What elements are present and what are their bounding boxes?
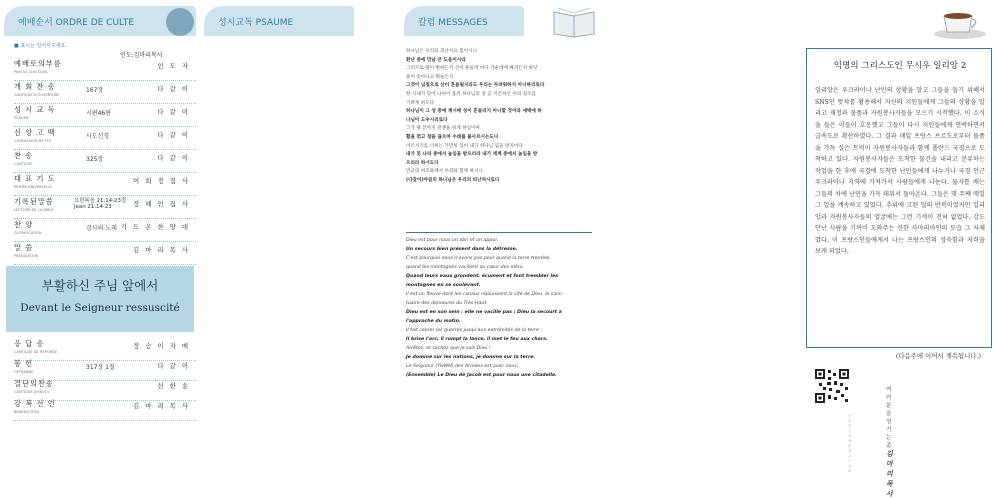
psalm-line-ko: 만군의 여호와께서 우리와 함께 하시니 — [406, 169, 483, 175]
order-item-detail: 감사의 노래 — [86, 225, 117, 232]
order-item — [14, 219, 196, 242]
order-item-french: OFFRANDE — [14, 370, 34, 374]
order-item-french: LECTURE DE LA BIBLE — [14, 208, 54, 212]
footer-text: 보다 더 공동체를 세우는 교회 — [848, 414, 852, 473]
order-header-title: 예배순서 ORDRE DE CULTE — [18, 18, 135, 28]
psalm-line-ko: 하나님이 그 성 중에 계시매 성이 흔들리지 아니할 것이라 새벽에 하 — [406, 109, 542, 115]
order-item-french: PSAUME — [14, 116, 29, 120]
order-of-worship-column — [0, 0, 200, 424]
order-item-french: PAROLE D'ACCUEIL — [14, 70, 49, 74]
message-box — [806, 48, 992, 360]
order-item-french: PRIERE UNIVERSELLE — [14, 185, 53, 189]
order-item — [14, 58, 196, 81]
psalm-line-fr: l'approche du matin. — [406, 319, 461, 324]
psalm-line-ko: 그러므로 땅이 변하든지 산이 흔들려 바다 가운데에 빠지든지 바닷 — [406, 66, 538, 72]
decorative-photo — [166, 8, 194, 36]
sermon-title-fr: Devant le Seigneur ressuscité — [20, 302, 180, 314]
order-item-detail: 167장 — [86, 87, 104, 94]
message-column — [400, 0, 985, 498]
stand-note: ■ 표시는 일어서주세요. — [14, 43, 67, 49]
psalm-line-fr: montagnes en se soulevant. — [406, 283, 481, 288]
order-item-leader: 기 드 온 찬 양 대 — [120, 223, 190, 231]
order-item-name: 기록된말씀 — [14, 197, 54, 206]
psalm-line-fr: quand les montagnes vacillent au cœur des mers, — [406, 265, 524, 270]
psalm-line-ko: 그가 땅 끝까지 전쟁을 쉬게 하심이여 — [406, 126, 480, 132]
order-item-french: BENEDICTION — [14, 410, 39, 414]
order-item-name: 개 회 찬 송 — [14, 82, 56, 91]
order-item-leader: 다 같 이 — [157, 85, 190, 93]
psalm-line-ko: 한 시내가 있어 나뉘어 흘러 하나님의 성 곧 지존하신 이의 성소를 — [406, 91, 536, 97]
order-item-detail: 시편46편 — [86, 110, 112, 117]
sermon-title-ko: 부활하신 주님 앞에서 — [41, 278, 159, 293]
order-item-leader: 다 같 이 — [157, 131, 190, 139]
order-item-french: CANTIQUE — [14, 162, 33, 166]
signature-prefix: 여러분을 섬기는 종 — [886, 387, 892, 449]
order-item-leader: 선 한 송 — [157, 382, 190, 390]
psalm-line-ko: 나님이 도우시리로다 — [406, 117, 448, 123]
psalm-line-ko: 으리라 하시도다 — [406, 160, 439, 166]
message-header — [404, 6, 524, 36]
order-item-name: 신 앙 고 백 — [14, 128, 56, 137]
order-item — [14, 104, 196, 127]
order-item — [14, 242, 196, 265]
sermon-banner — [6, 266, 194, 332]
order-item-leader: 정 해 인 집 사 — [133, 200, 190, 208]
order-item-name: 응 답 송 — [14, 339, 45, 348]
order-item-name: 찬 양 — [14, 220, 34, 229]
order-item-french: CANTIQUE D'ENVOI — [14, 390, 49, 394]
psalm-line-ko: (다같이)야곱의 하나님은 우리의 피난처시로다 — [406, 177, 500, 183]
order-item — [14, 196, 196, 219]
signature — [886, 385, 893, 499]
order-item-name: 대 표 기 도 — [14, 174, 56, 183]
order-item-name: 강 복 선 언 — [14, 399, 56, 408]
order-item-name: 결단의찬송 — [14, 379, 54, 388]
order-item-name: 예배로의부름 — [14, 59, 62, 68]
psalm-line-fr: Le Seigneur (YHWH) des Armées est avec nous, — [406, 364, 519, 369]
order-item-name: 말 씀 — [14, 243, 34, 252]
psalm-line-ko: 내가 뭇 나라 중에서 높임을 받으리라 내가 세계 중에서 높임을 받 — [406, 152, 538, 158]
message-header-title: 칼럼 MESSAGES — [418, 18, 488, 28]
psalm-line-fr: Un secours bien présent dans la détresse. — [406, 247, 518, 252]
psalm-line-fr: Il fait cesser les guerres jusqu'aux extrémités de la terre ; — [406, 328, 543, 333]
psalm-line-fr: tuaire des demeures du Très-Haut. — [406, 301, 488, 306]
order-item-leader: 인 도 자 — [157, 62, 190, 70]
order-item — [14, 173, 196, 196]
order-item-french: PREDICATION — [14, 254, 39, 258]
psalm-line-ko: 환난 중에 만날 큰 도움이시라 — [406, 57, 466, 63]
order-item — [14, 127, 196, 150]
order-item-french: CONFESSION DE FOI — [14, 139, 51, 143]
order-item — [14, 150, 196, 173]
psalm-header-title: 성시교독 PSAUME — [218, 18, 294, 28]
psalm-line-fr: (Ensemble) Le Dieu de Jacob est pour nous une citadelle. — [406, 373, 557, 378]
order-item-french: CANTIQUE DE REPONSE — [14, 350, 57, 354]
order-item-name: 성 시 교 독 — [14, 105, 56, 114]
psalm-line-ko: 기쁘게 하도다 — [406, 100, 435, 106]
preacher-label: 인도:김마리목사 — [120, 52, 163, 59]
psalm-line-fr: Arrêtez, et sachez que je suis Dieu ! — [406, 346, 491, 351]
order-item-name: 찬 송 — [14, 151, 34, 160]
order-item-leader: 이 희 정 집 사 — [133, 177, 190, 185]
order-item-leader: 다 같 이 — [157, 154, 190, 162]
order-item — [14, 398, 196, 421]
order-item-french: CANTIQUE D'OUVERTURE — [14, 93, 60, 97]
coffee-cup-icon — [928, 4, 988, 40]
psalm-line-fr: Je domine sur les nations, je domine sur la terre. — [406, 355, 536, 360]
order-item-detail: 요한복음 21:14-23절 Jean 21:14-23 — [74, 198, 127, 210]
order-item-detail: 325장 — [86, 156, 104, 163]
psalm-line-fr: C'est pourquoi nous n'avons pas peur quand la terre tremble, — [406, 256, 551, 261]
order-item-leader: 정 승 이 자 매 — [133, 342, 190, 350]
order-item-french: GLORIFICATION — [14, 231, 42, 235]
psalm-line-ko: 이르시기를 너희는 가만히 있어 내가 하나님 됨을 알지어다 — [406, 143, 523, 149]
psalm-line-fr: Quand leurs eaux grondent, écument et font trembler les — [406, 274, 559, 279]
psalm-line-fr: Il brise l'arc, il rompt la lance, il met le feu aux chars. — [406, 337, 548, 342]
order-item-leader: 다 같 이 — [157, 108, 190, 116]
order-item-detail: 사도신경 — [86, 133, 110, 140]
psalm-line-ko: 활을 꺾고 창을 끊으며 수레를 불사르시는도다 — [406, 134, 499, 140]
message-body: 일리앙은 우크라이나 난민의 상황을 알고 그들을 돕기 위해서 SNS인 왓챠를 활용해서 자신의 지인들에게 그들의 상황을 알리고 재정과 물품과 자원봉사자들을 모으기 시작했다. 이 소식을 들은 이들이 호응했고 그들이 다시 지인들에게 연락하면서 급속도로 확산하였다. 그 결과 매일 프랑스 브르도로부터 물품을 가득 실은 트럭이 자원봉사자들과 함께 폴란드 국경으로 도착하고 있다. 자원봉사자들은 도착한 물건을 내리고 분류하는 작업을 한 후에 국경에 도착한 난민들에게 나누거나 국경 인근 우크라이나 지역에 가져가서 사람들에게 나눈다. 물자를 배는 그들의 차에 난민을 가득 태워서 돌아온다. 그들은 몇 주째 매일 그 일을 계속하고 있었다. 추위에 고된 일의 반복이었지만 일리앙과 자원봉사자들의 얼굴에는 그런 기색이 전혀 없었다. 강도 만난 사람을 기꺼이 도와주는 선한 사마리아인의 모습 그 자체였다. 이 프랑스인들에게서 나는 프랑스인의 성숙함과 저력을 보게 되었다. — [815, 87, 985, 255]
psalm-line-ko: 그것이 넘침으로 산이 흔들릴지라도 우리는 두려워하지 아니하리로다 — [406, 83, 545, 89]
psalm-line-ko: 하나님은 우리의 피난처요 힘이시니 — [406, 49, 477, 54]
order-item-leader: 김 마 리 목 사 — [133, 402, 190, 410]
order-item-leader: 다 같 이 — [157, 362, 190, 370]
order-item-name: 봉 헌 — [14, 359, 34, 368]
psalm-line-fr: Dieu est pour nous un abri et un appui, — [406, 238, 499, 243]
qr-code-icon — [814, 368, 850, 404]
psalm-line-ko: 물이 솟아나고 뛰놀든지 — [406, 74, 454, 80]
order-item — [14, 81, 196, 104]
continued-note: (다음주에 이어서 계속됩니다.) — [895, 352, 981, 360]
message-title: 익명의 그리스도인 무시우 일리앙 2 — [833, 61, 967, 71]
psalm-line-fr: Il est un fleuve dont les canaux réjouissent la cité de Dieu, le sanc- — [406, 292, 564, 297]
psalm-line-fr: Dieu est en son sein : elle ne vacille pas ; Dieu la secourt à — [406, 310, 562, 315]
signature-name: 김 마 리 목사 — [886, 450, 893, 498]
order-item-leader: 김 마 리 목 사 — [133, 246, 190, 254]
order-item-detail: 317장 1절 — [86, 364, 115, 371]
psalm-header — [204, 6, 354, 36]
